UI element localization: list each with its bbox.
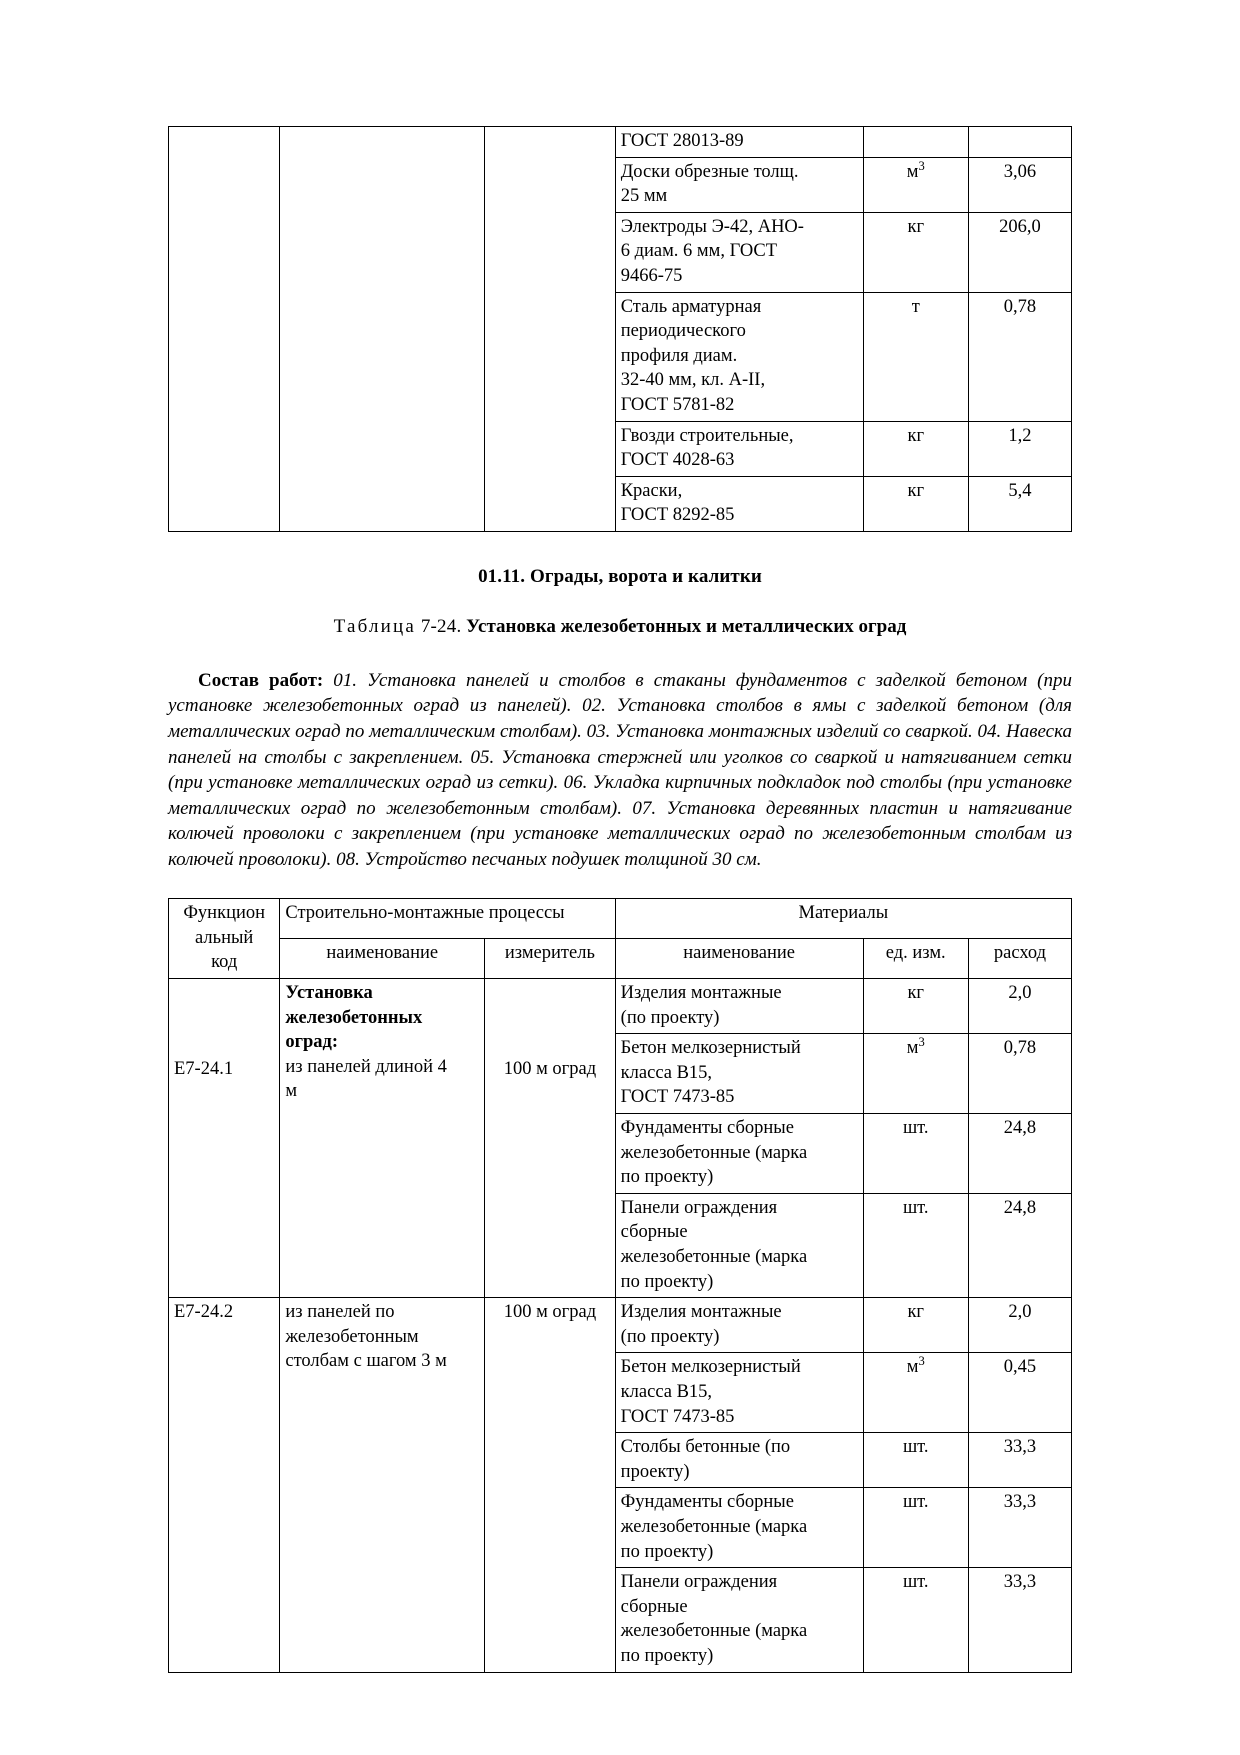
material-name-cell: Фундаменты сборные железобетонные (марка по проекту) bbox=[615, 1114, 863, 1194]
material-unit-cell: кг bbox=[863, 421, 968, 476]
material-qty-cell: 2,0 bbox=[968, 1298, 1071, 1353]
material-qty-cell: 33,3 bbox=[968, 1488, 1071, 1568]
material-name-cell: Бетон мелкозернистый класса В15, ГОСТ 7473-85 bbox=[615, 1353, 863, 1433]
composition-lead: Состав работ: bbox=[198, 669, 324, 691]
table-row bbox=[169, 1298, 1072, 1353]
measure-cell: 100 м оград bbox=[485, 1298, 616, 1672]
measure-cell: 100 м оград bbox=[485, 979, 616, 1298]
table-row bbox=[169, 979, 1072, 1034]
material-name-cell: Столбы бетонные (по проекту) bbox=[615, 1433, 863, 1488]
header-material-name: наименование bbox=[615, 939, 863, 979]
material-name-cell: Электроды Э-42, АНО- 6 диам. 6 мм, ГОСТ 9466-75 bbox=[615, 212, 863, 292]
material-qty-cell: 24,8 bbox=[968, 1114, 1071, 1194]
main-norms-table bbox=[168, 898, 1072, 1672]
empty-cell-process bbox=[280, 127, 485, 532]
material-name-cell: Краски, ГОСТ 8292-85 bbox=[615, 476, 863, 531]
composition-text: 01. Установка панелей и столбов в стаканы фундаментов с заделкой бетоном (при установке железобетонных оград из панелей). 02. Установка столбов в ямы с заделкой бетоном (для металлических оград по металлическим столбам). 03. Установка монтажных изделий со сваркой. 04. Навеска панелей на столбы с закреплением. 05. Установка стержней или уголков со сваркой и натягиванием сетки (при установке металлических оград из сетки). 06. Укладка кирпичных подкладок под столбы (при установке металлических оград по железобетонным столбам). 07. Установка деревянных пластин и натягивание колючей проволоки с закреплением (при установке металлических оград по железобетонным столбам из колючей проволоки). 08. Устройство песчаных подушек толщиной 30 см. bbox=[168, 669, 1072, 870]
material-unit-cell: $м^3$ bbox=[863, 1353, 968, 1433]
table-header-row-1 bbox=[169, 899, 1072, 939]
material-qty-cell: 3,06 bbox=[968, 157, 1071, 212]
material-qty-cell: 24,8 bbox=[968, 1193, 1071, 1297]
material-name-cell: Доски обрезные толщ. 25 мм bbox=[615, 157, 863, 212]
material-unit-cell: шт. bbox=[863, 1568, 968, 1672]
material-unit-cell: $м^3$ bbox=[863, 157, 968, 212]
material-name-cell: Фундаменты сборные железобетонные (марка по проекту) bbox=[615, 1488, 863, 1568]
process-name-rest: из панелей длиной 4 м bbox=[285, 1056, 447, 1102]
material-qty-cell: 5,4 bbox=[968, 476, 1071, 531]
header-unit: ед. изм. bbox=[863, 939, 968, 979]
empty-cell-code bbox=[169, 127, 280, 532]
header-processes-group: Строительно-монтажные процессы bbox=[280, 899, 615, 939]
header-code: Функцион альный код bbox=[169, 899, 280, 979]
material-name-cell: Изделия монтажные (по проекту) bbox=[615, 1298, 863, 1353]
material-unit-cell: шт. bbox=[863, 1114, 968, 1194]
material-unit-cell: кг bbox=[863, 979, 968, 1034]
process-name-bold: Установка железобетонных оград: bbox=[285, 983, 423, 1053]
material-qty-cell: 33,3 bbox=[968, 1433, 1071, 1488]
material-unit-cell: $м^3$ bbox=[863, 1034, 968, 1114]
caption-title: Установка железобетонных и металлических оград bbox=[466, 615, 907, 637]
material-name-cell: Панели ограждения сборные железобетонные (марка по проекту) bbox=[615, 1568, 863, 1672]
header-materials-group: Материалы bbox=[615, 899, 1071, 939]
material-unit-cell: кг bbox=[863, 1298, 968, 1353]
main-table-head bbox=[169, 899, 1072, 979]
material-name-cell: Панели ограждения сборные железобетонные (марка по проекту) bbox=[615, 1193, 863, 1297]
material-name-cell: Сталь арматурная периодического профиля диам. 32-40 мм, кл. А-II, ГОСТ 5781-82 bbox=[615, 292, 863, 421]
process-name-cell bbox=[280, 979, 485, 1298]
process-name-rest: из панелей по железобетонным столбам с шагом 3 м bbox=[285, 1302, 447, 1372]
main-table-body bbox=[169, 979, 1072, 1672]
header-consumption: расход bbox=[968, 939, 1071, 979]
material-name-cell: Бетон мелкозернистый класса В15, ГОСТ 7473-85 bbox=[615, 1034, 863, 1114]
material-qty-cell: 0,78 bbox=[968, 292, 1071, 421]
material-unit-cell: шт. bbox=[863, 1433, 968, 1488]
table-row bbox=[169, 127, 1072, 158]
table-header-row-2 bbox=[169, 939, 1072, 979]
material-name-cell: ГОСТ 28013-89 bbox=[615, 127, 863, 158]
material-unit-cell bbox=[863, 127, 968, 158]
functional-code-cell: E7-24.1 bbox=[169, 979, 280, 1298]
functional-code-cell: E7-24.2 bbox=[169, 1298, 280, 1672]
composition-paragraph bbox=[168, 668, 1072, 872]
material-unit-cell: кг bbox=[863, 212, 968, 292]
caption-label: Таблица bbox=[333, 615, 417, 637]
section-heading: 01.11. Ограды, ворота и калитки bbox=[478, 565, 762, 587]
table-caption bbox=[168, 616, 1072, 638]
material-qty-cell: 2,0 bbox=[968, 979, 1071, 1034]
material-qty-cell: 33,3 bbox=[968, 1568, 1071, 1672]
material-qty-cell: 1,2 bbox=[968, 421, 1071, 476]
material-qty-cell bbox=[968, 127, 1071, 158]
continued-table-body bbox=[169, 127, 1072, 532]
material-unit-cell: кг bbox=[863, 476, 968, 531]
header-process-name: наименование bbox=[280, 939, 485, 979]
empty-cell-measure bbox=[485, 127, 616, 532]
material-unit-cell: т bbox=[863, 292, 968, 421]
material-qty-cell: 206,0 bbox=[968, 212, 1071, 292]
material-qty-cell: 0,45 bbox=[968, 1353, 1071, 1433]
continued-materials-table bbox=[168, 126, 1072, 532]
material-unit-cell: шт. bbox=[863, 1193, 968, 1297]
header-measure: измеритель bbox=[485, 939, 616, 979]
material-unit-cell: шт. bbox=[863, 1488, 968, 1568]
material-name-cell: Изделия монтажные (по проекту) bbox=[615, 979, 863, 1034]
caption-number: 7-24. bbox=[420, 615, 462, 637]
material-qty-cell: 0,78 bbox=[968, 1034, 1071, 1114]
material-name-cell: Гвозди строительные, ГОСТ 4028-63 bbox=[615, 421, 863, 476]
process-name-cell bbox=[280, 1298, 485, 1672]
